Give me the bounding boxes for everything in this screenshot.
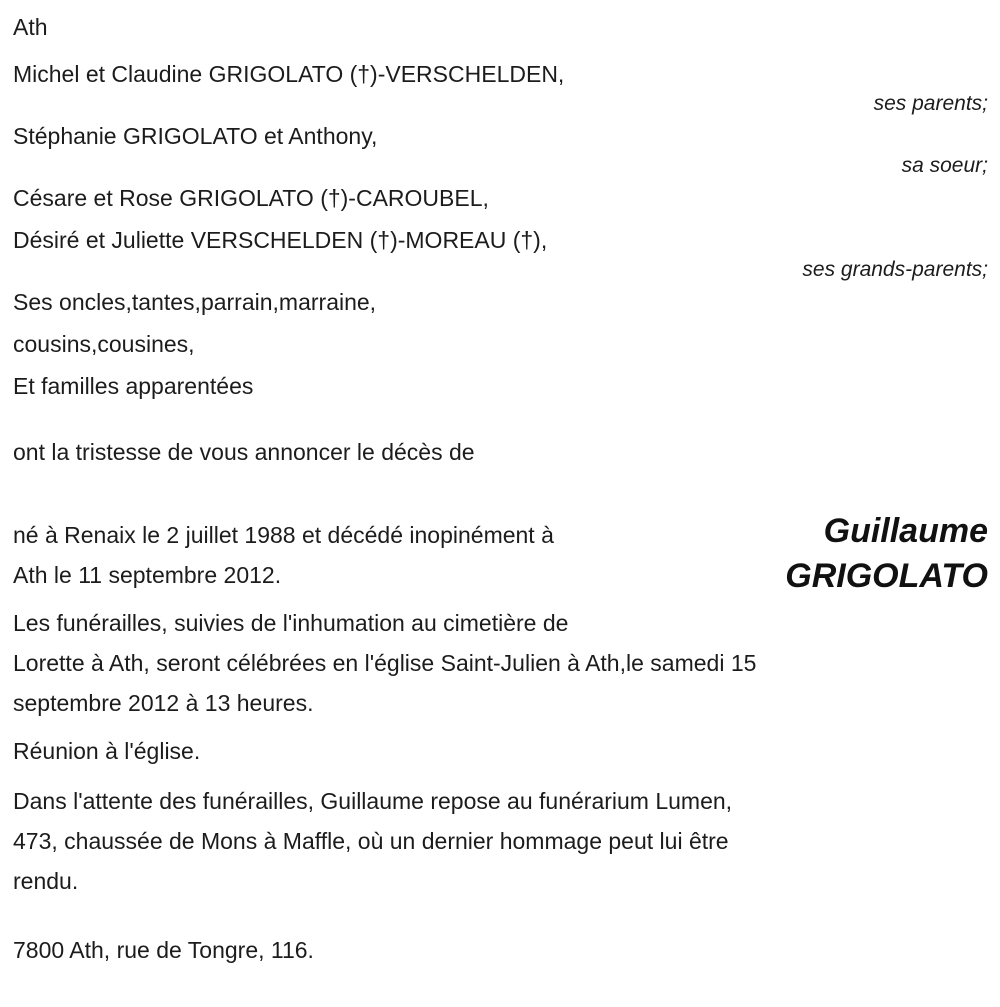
family-row: [13, 372, 988, 401]
family-names: Ses oncles,tantes,parrain,marraine,: [13, 289, 377, 315]
relation-label: ses grands-parents;: [802, 258, 988, 281]
birth-death-line: Ath le 11 septembre 2012.: [13, 562, 282, 588]
relation-label: ses parents;: [873, 92, 988, 115]
address-text: 7800 Ath, rue de Tongre, 116.: [13, 937, 314, 963]
funeral-paragraph: [13, 603, 988, 723]
family-names: cousins,cousines,: [13, 331, 195, 357]
funeral-line: Lorette à Ath, seront célébrées en l'église Saint-Julien à Ath,le samedi 15: [13, 650, 757, 676]
repose-paragraph: [13, 781, 988, 901]
main-section: [13, 512, 988, 723]
deceased-first-name: Guillaume: [823, 512, 988, 550]
family-row: [13, 184, 988, 213]
family-names: Michel et Claudine GRIGOLATO (†)-VERSCHELDEN,: [13, 61, 565, 87]
relation-label: sa soeur;: [901, 154, 988, 177]
family-names: Désiré et Juliette VERSCHELDEN (†)-MOREAU (†),: [13, 227, 548, 253]
repose-line: Dans l'attente des funérailles, Guillaume repose au funérarium Lumen,: [13, 788, 733, 814]
family-names: Stéphanie GRIGOLATO et Anthony,: [13, 123, 378, 149]
family-names: Césare et Rose GRIGOLATO (†)-CAROUBEL,: [13, 185, 489, 211]
announcement-text: ont la tristesse de vous annoncer le décès de: [13, 439, 475, 465]
birth-death-line: né à Renaix le 2 juillet 1988 et décédé inopinément à: [13, 522, 554, 548]
funeral-line: Les funérailles, suivies de l'inhumation au cimetière de: [13, 610, 569, 636]
repose-line: rendu.: [13, 868, 79, 894]
family-section: [13, 60, 988, 401]
family-row: [13, 122, 988, 180]
meeting-text: Réunion à l'église.: [13, 738, 201, 764]
deceased-name: [785, 509, 988, 599]
city: Ath: [13, 14, 48, 40]
family-names: Et familles apparentées: [13, 373, 254, 399]
deceased-last-name: GRIGOLATO: [785, 557, 988, 595]
family-row: [13, 330, 988, 359]
family-row: [13, 288, 988, 317]
funeral-line: septembre 2012 à 13 heures.: [13, 690, 314, 716]
family-row: [13, 60, 988, 118]
repose-line: 473, chaussée de Mons à Maffle, où un dernier hommage peut lui être: [13, 828, 729, 854]
family-row: [13, 226, 988, 284]
